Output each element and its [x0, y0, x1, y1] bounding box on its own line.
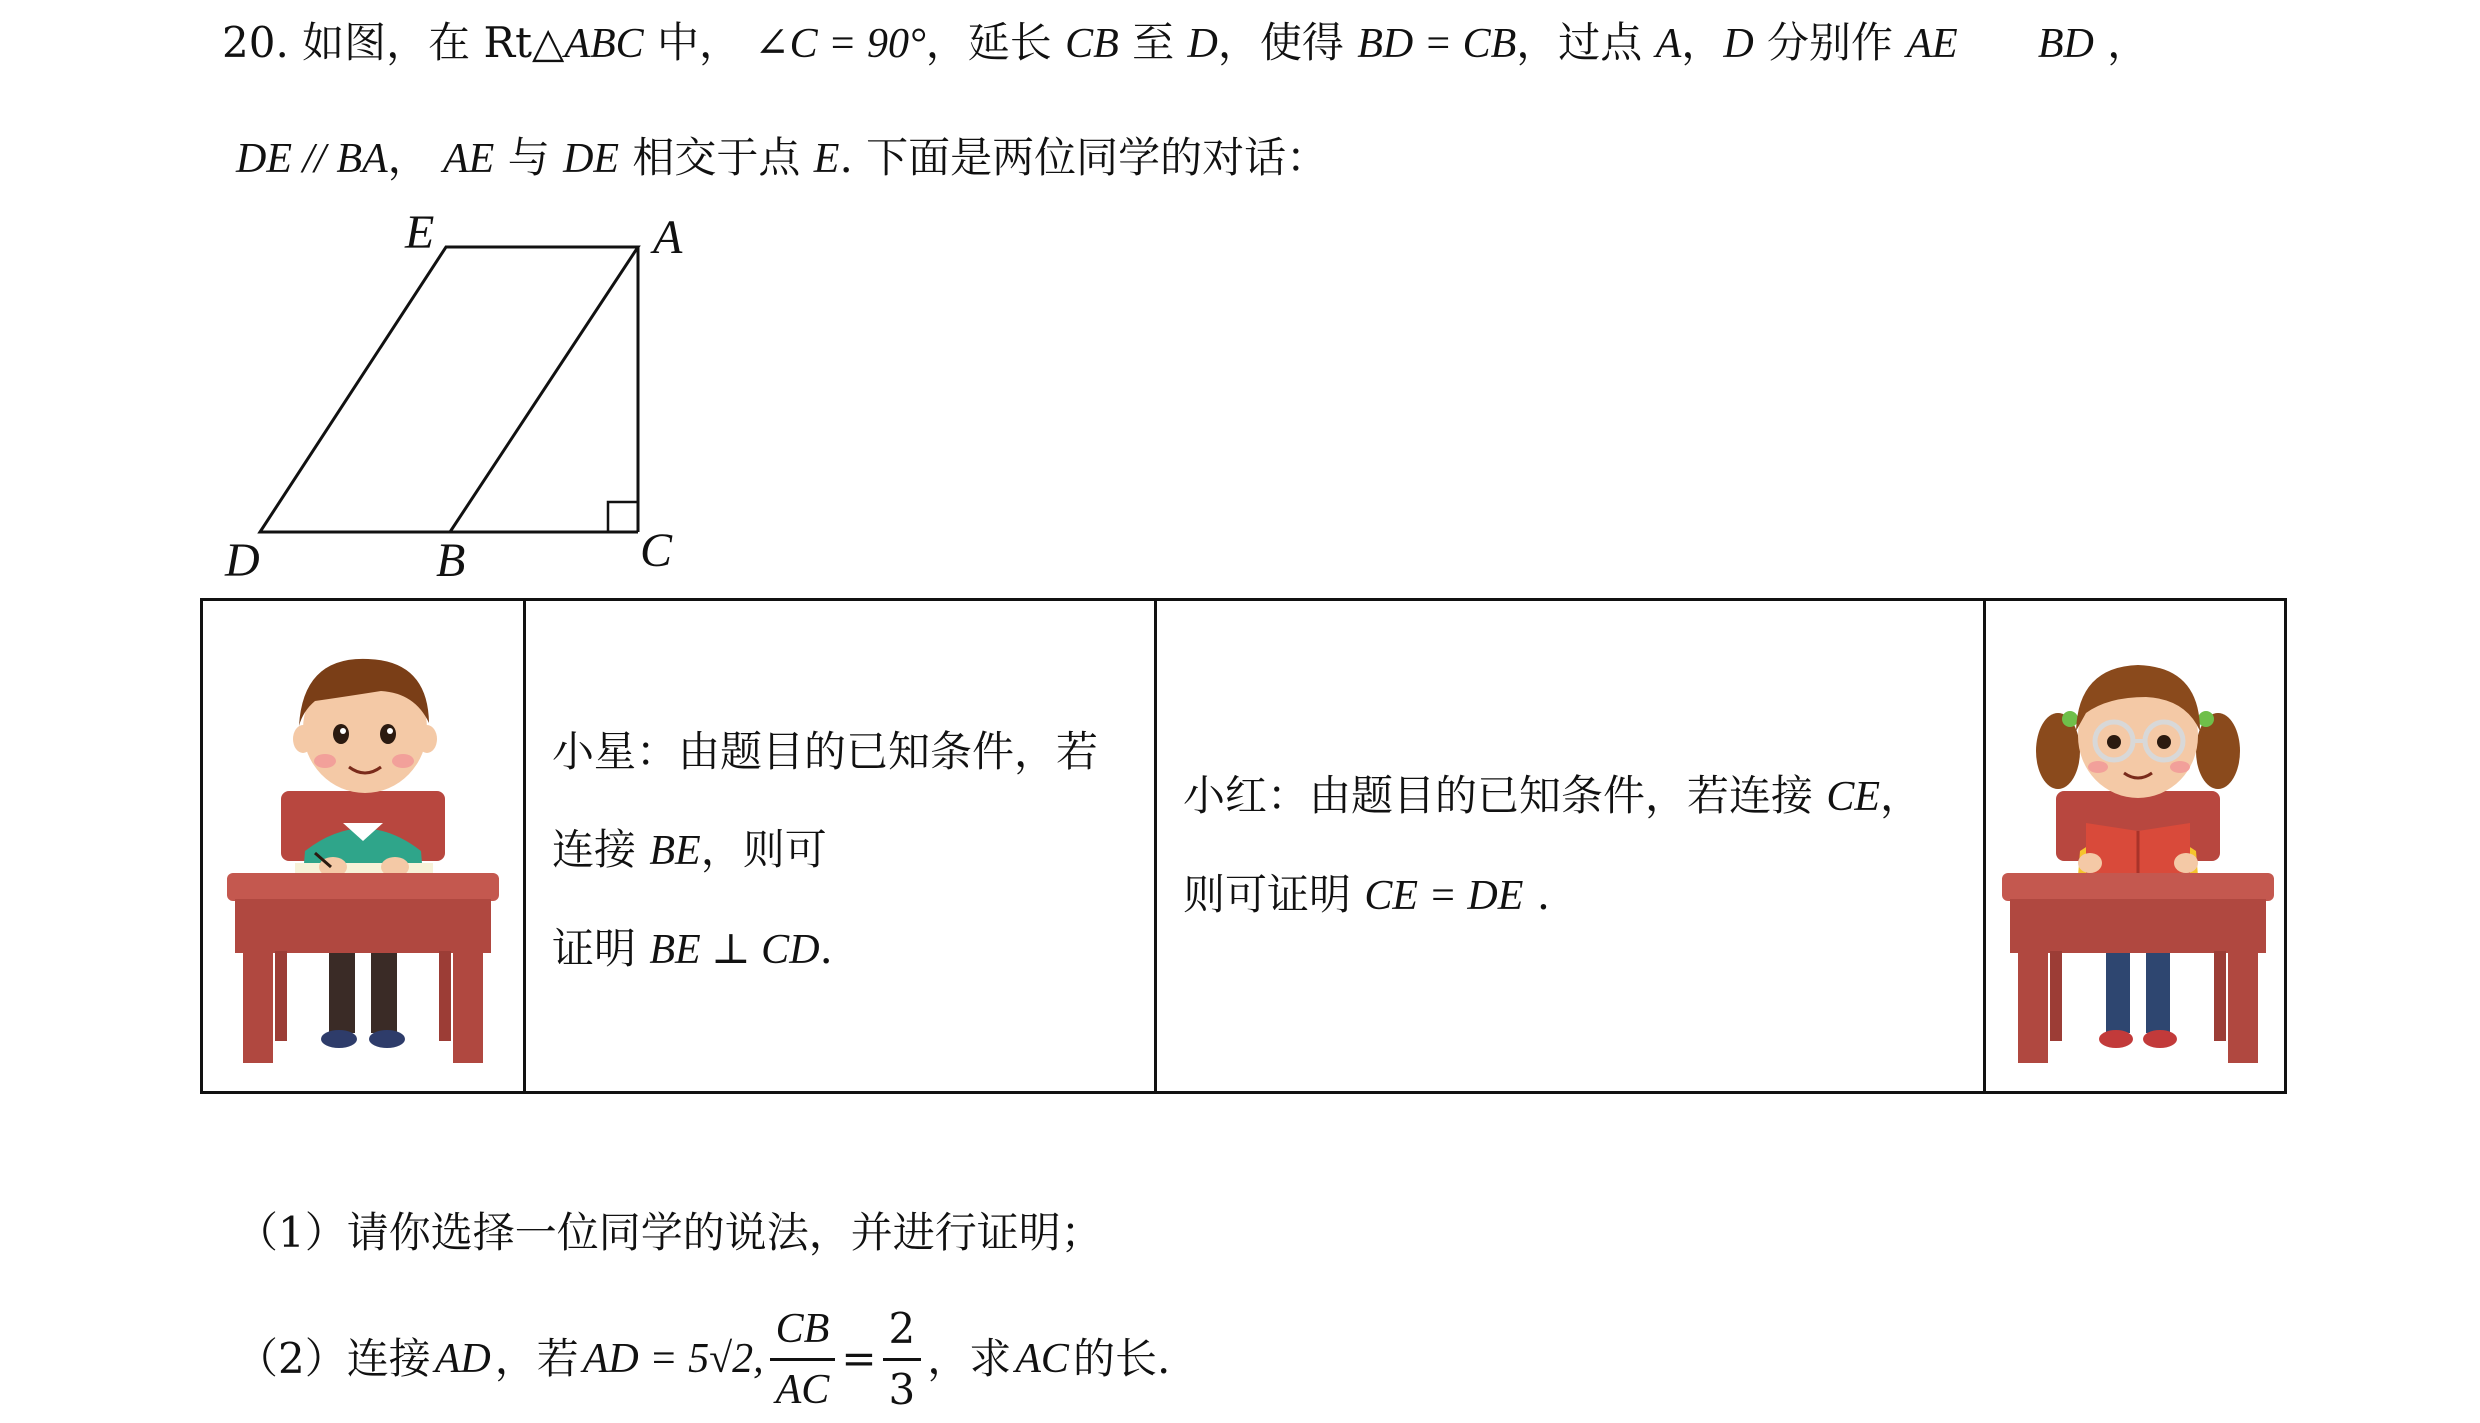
- text: Rt: [483, 18, 533, 67]
- boy-cell: [202, 600, 525, 1093]
- dialog-table: [200, 598, 2287, 1094]
- math-e: E: [813, 136, 840, 182]
- math-abc: ABC: [564, 21, 644, 67]
- fraction-denominator: 3: [888, 1364, 916, 1414]
- triangle-symbol: △: [532, 18, 565, 67]
- text: ，延长: [925, 18, 1052, 67]
- text: 小红：由题目的已知条件，若连接: [1183, 771, 1814, 820]
- xiaoxing-cell: [525, 600, 1156, 1093]
- text: .: [819, 924, 833, 973]
- xiaohong-line-2: [1183, 846, 1983, 945]
- label-a: A: [653, 211, 683, 264]
- fraction-two-thirds: [883, 1300, 922, 1419]
- xiaoxing-speech: [526, 693, 1154, 999]
- math-ae: AE: [443, 136, 495, 182]
- text: 的长.: [1072, 1334, 1171, 1383]
- label-d: D: [225, 534, 260, 587]
- text: . 下面是两位同学的对话：: [839, 133, 1329, 182]
- text: .: [1536, 870, 1551, 919]
- math-be: BE: [649, 828, 701, 874]
- fraction-numerator: CB: [770, 1300, 836, 1361]
- question-1: （1）请你选择一位同学的说法，并进行证明；: [236, 1208, 1103, 1257]
- xiaoxing-line-3: [552, 900, 1154, 999]
- text: 如图，在: [302, 18, 471, 67]
- text: 连接: [552, 825, 637, 874]
- math-ce-eq-de: CE = DE: [1364, 873, 1524, 919]
- girl-student-illustration: [1986, 601, 2292, 1087]
- xiaohong-speech: [1157, 747, 1983, 945]
- math-cb: CB: [1065, 21, 1119, 67]
- text: ，求: [927, 1334, 1012, 1383]
- text: ，若: [494, 1334, 579, 1383]
- math-de: DE: [563, 136, 620, 182]
- math-d2: D: [1723, 21, 1754, 67]
- math-de-parallel-ba: DE // BA: [236, 136, 388, 182]
- question-2: [236, 1295, 1170, 1423]
- xiaohong-line-1: [1183, 747, 1983, 846]
- text: 则可证明: [1183, 870, 1352, 919]
- label-c: C: [640, 524, 673, 577]
- math-be-perp-cd: BE ⊥ CD: [649, 927, 820, 973]
- math-bd-cb: BD = CB: [1357, 21, 1517, 67]
- math-ad-value: AD = 5√2,: [582, 1336, 764, 1382]
- text: ，: [2107, 18, 2150, 67]
- math-d: D: [1187, 21, 1218, 67]
- text: 至: [1132, 18, 1175, 67]
- problem-number: 20.: [222, 18, 289, 67]
- fraction-denominator: AC: [775, 1366, 830, 1413]
- text: 证明: [552, 924, 637, 973]
- right-angle-mark: [608, 502, 638, 532]
- text: ，使得: [1217, 18, 1344, 67]
- text: ，: [387, 133, 430, 182]
- girl-cell: [1985, 600, 2286, 1093]
- math-ce: CE: [1826, 774, 1881, 820]
- label-e: E: [405, 206, 435, 259]
- boy-student-illustration: [203, 601, 523, 1087]
- math-ae: AE: [1906, 21, 1958, 67]
- text: ，则可: [700, 825, 827, 874]
- label-b: B: [436, 534, 466, 587]
- text: 分别作: [1767, 18, 1894, 67]
- text: ，: [1880, 771, 1923, 820]
- xiaoxing-line-2: [552, 801, 1154, 900]
- math-ad: AD: [434, 1336, 491, 1382]
- fraction-numerator: 2: [883, 1300, 922, 1361]
- fraction-cb-over-ac: [770, 1300, 836, 1419]
- math-angle: ∠C = 90°: [754, 21, 926, 67]
- math-a: A: [1655, 21, 1682, 67]
- text: ，: [1681, 18, 1724, 67]
- math-ac: AC: [1015, 1336, 1069, 1382]
- parallelogram-edab: [260, 247, 638, 532]
- math-bd: BD: [2037, 21, 2094, 67]
- geometry-figure: [0, 0, 720, 600]
- equals-sign: =: [841, 1334, 877, 1383]
- text: 与: [507, 133, 550, 182]
- xiaoxing-line-1: 小星：由题目的已知条件，若: [552, 727, 1099, 776]
- xiaohong-cell: [1156, 600, 1985, 1093]
- text: 相交于点: [632, 133, 801, 182]
- text: （2）连接: [236, 1334, 431, 1383]
- text: ，过点: [1516, 18, 1643, 67]
- text: 中，: [657, 18, 742, 67]
